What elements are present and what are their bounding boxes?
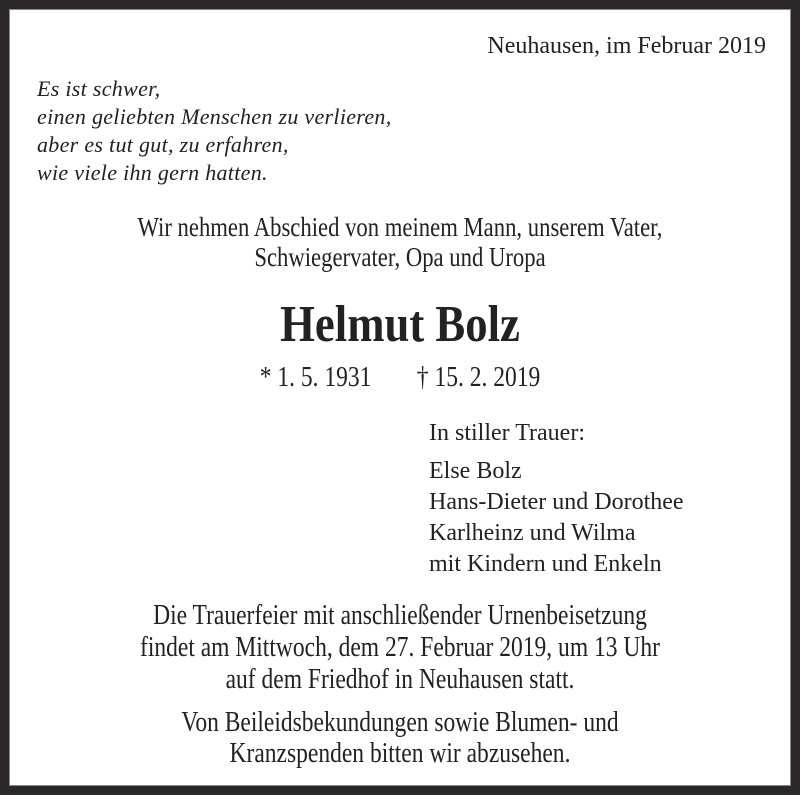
mourner: Else Bolz [429,458,522,484]
poem-line: einen geliebten Menschen zu verlieren, [37,104,392,129]
poem-line: aber es tut gut, zu erfahren, [37,132,289,157]
mourner: mit Kindern und Enkeln [429,551,662,577]
mourners-label: In stiller Trauer: [429,420,585,446]
mourner: Hans-Dieter und Dorothee [429,489,684,515]
ceremony-info [72,600,727,696]
intro-line: Wir nehmen Abschied von meinem Mann, unserem Vater, [137,212,663,242]
death-date: † 15. 2. 2019 [416,362,541,393]
condolence-line: Kranzspenden bitten wir abzusehen. [229,738,571,769]
obituary-notice [9,9,791,786]
poem-line: wie viele ihn gern hatten. [37,160,268,185]
mourner: Karlheinz und Wilma [429,520,636,546]
ceremony-line: findet am Mittwoch, dem 27. Februar 2019, um 13 Uhr [140,632,660,663]
ceremony-line: auf dem Friedhof in Neuhausen statt. [225,664,575,695]
ceremony-line: Die Trauerfeier mit anschließender Urnenbeisetzung [153,600,647,631]
condolence-line: Von Beileidsbekundungen sowie Blumen- und [181,707,619,738]
place-date: Neuhausen, im Februar 2019 [487,33,766,59]
life-dates [72,362,727,394]
farewell-intro [72,212,727,272]
condolence-note [72,707,727,769]
poem [37,75,392,187]
poem-line: Es ist schwer, [37,76,161,101]
mourners-list [429,456,684,580]
intro-line: Schwiegervater, Opa und Uropa [254,242,546,272]
deceased-name: Helmut Bolz [280,296,520,353]
birth-date: * 1. 5. 1931 [259,362,372,393]
